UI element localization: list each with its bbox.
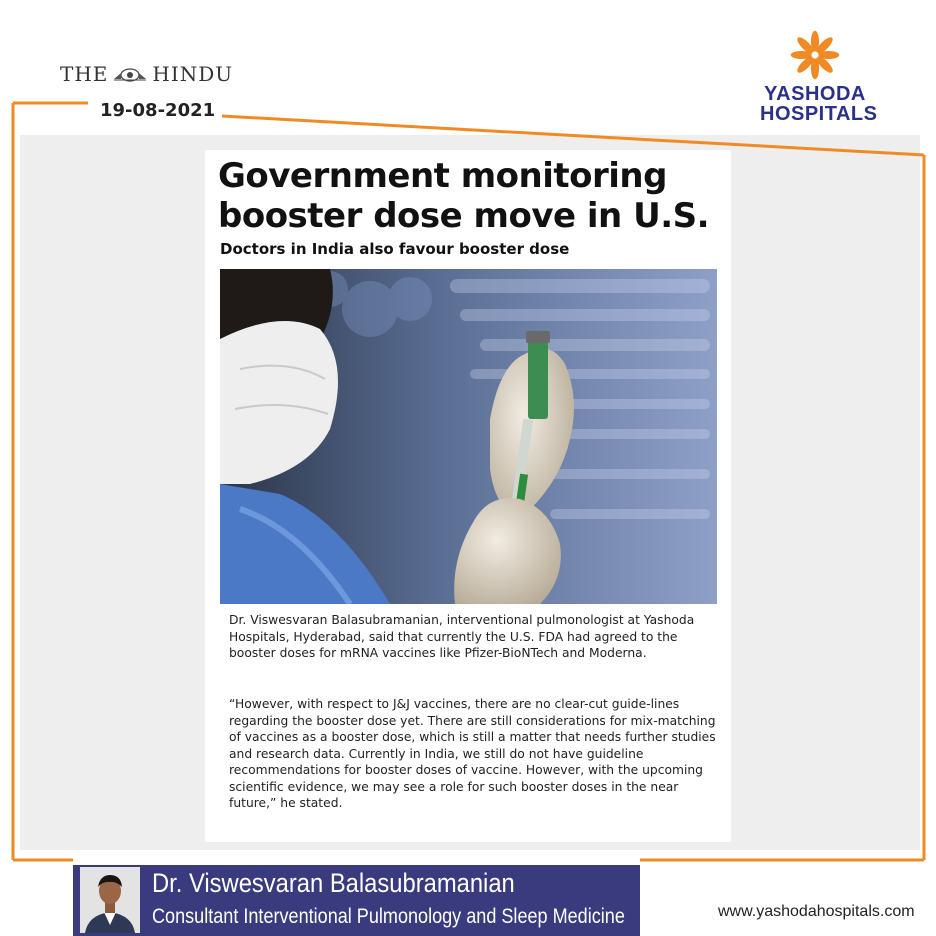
brand-name-line2: HOSPITALS xyxy=(760,103,878,125)
doctor-portrait-icon xyxy=(80,867,140,933)
doctor-avatar xyxy=(80,867,140,933)
brand-name-line1: YASHODA xyxy=(764,83,866,105)
masthead-the: THE xyxy=(60,62,109,86)
publication-masthead xyxy=(60,62,233,86)
vaccine-syringe-photo xyxy=(220,269,717,604)
emblem-icon xyxy=(112,65,148,83)
article-subheadline: Doctors in India also favour booster dose xyxy=(220,240,570,258)
masthead-hindu: HINDU xyxy=(152,62,234,86)
flower-logo-icon xyxy=(788,28,842,82)
article-paragraph-1: Dr. Viswesvaran Balasubramanian, interventional pulmonologist at Yashoda Hospitals, Hyderabad, said that currently the U.S. FDA had agreed to the booster doses for mRNA vaccines like Pfizer-BioNTech and Moderna. xyxy=(229,613,695,660)
yashoda-logo xyxy=(760,28,878,125)
doctor-title: Consultant Interventional Pulmonology and Sleep Medicine xyxy=(152,905,625,928)
article-photo xyxy=(220,269,717,604)
publication-date: 19-08-2021 xyxy=(100,100,216,121)
website-url: www.yashodahospitals.com xyxy=(718,903,915,920)
article-headline: Government monitoring booster dose move in U.S. xyxy=(218,156,710,236)
doctor-name: Dr. Viswesvaran Balasubramanian xyxy=(152,868,515,898)
article-paragraph-2: “However, with respect to J&J vaccines, there are no clear-cut guide-lines regarding the booster dose yet. There are still considerations for mix-matching of vaccines as a booster dose, which is still a matter that needs further studies and research data. Currently in India, we still do not have guideline recommendations for booster doses of vaccine. However, with the upcoming scientific evidence, we may see a role for such booster doses in the near future,” he stated. xyxy=(229,697,716,810)
